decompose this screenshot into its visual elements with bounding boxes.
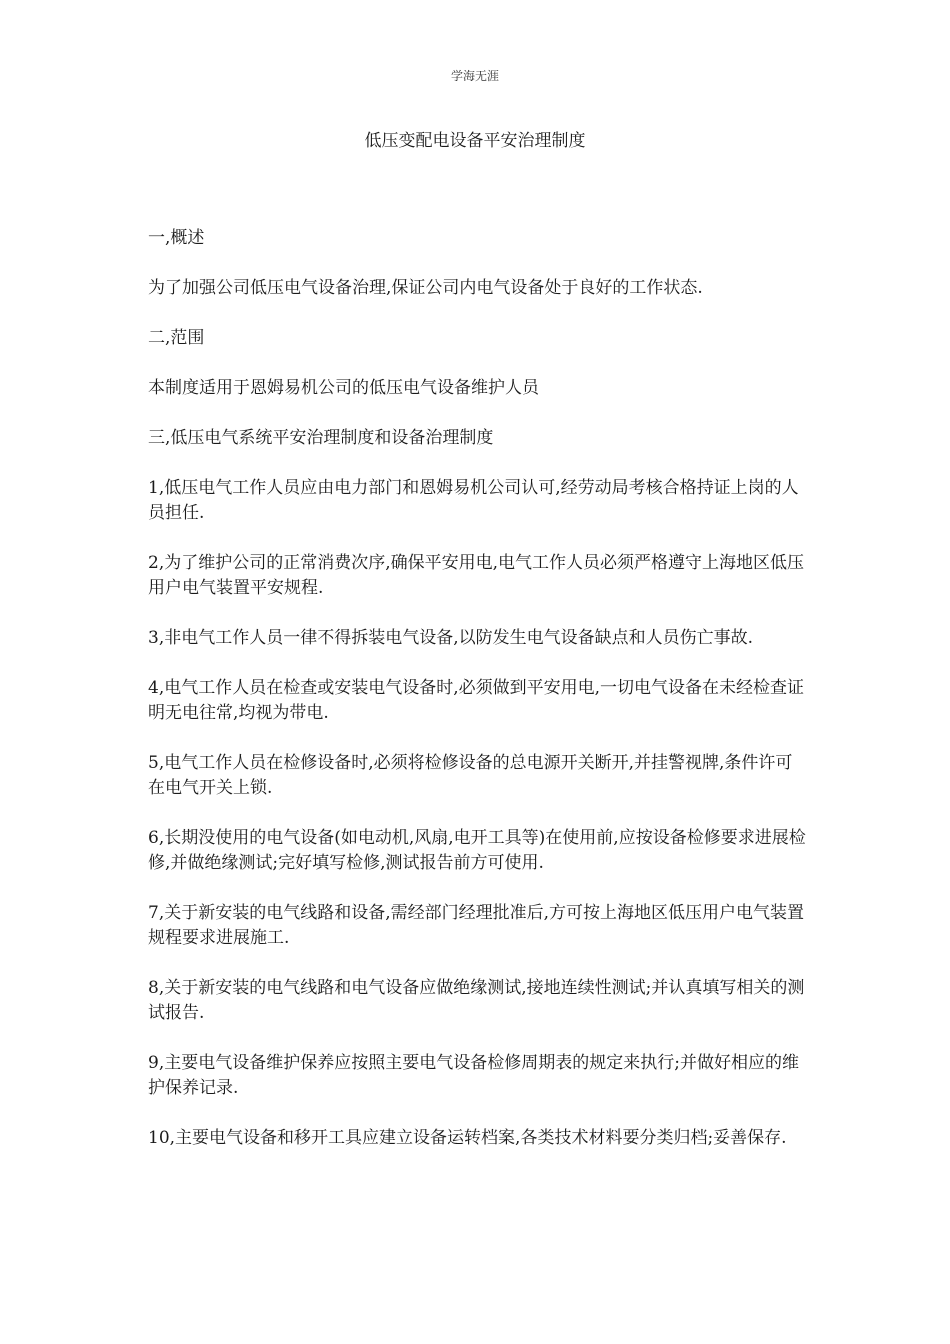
rule-item: 8,关于新安装的电气线路和电气设备应做绝缘测试,接地连续性测试;并认真填写相关的测试报告. [148,978,805,1023]
section-heading-scope: 二,范围 [148,328,205,348]
document-body [148,226,806,1176]
paragraph: 本制度适用于恩姆易机公司的低压电气设备维护人员 [148,378,539,398]
rule-item: 9,主要电气设备维护保养应按照主要电气设备检修周期表的规定来执行;并做好相应的维护保养记录. [148,1053,799,1098]
rule-item: 1,低压电气工作人员应由电力部门和恩姆易机公司认可,经劳动局考核合格持证上岗的人员担任. [148,478,799,523]
section-heading-rules: 三,低压电气系统平安治理制度和设备治理制度 [148,428,494,448]
rule-item: 3,非电气工作人员一律不得拆装电气设备,以防发生电气设备缺点和人员伤亡事故. [148,628,754,648]
rule-item: 6,长期没使用的电气设备(如电动机,风扇,电开工具等)在使用前,应按设备检修要求进展检修,并做绝缘测试;完好填写检修,测试报告前方可使用. [148,828,806,873]
rule-item: 5,电气工作人员在检修设备时,必须将检修设备的总电源开关断开,并挂警视牌,条件许可在电气开关上锁. [148,753,793,798]
rule-item: 4,电气工作人员在检查或安装电气设备时,必须做到平安用电,一切电气设备在未经检查证明无电往常,均视为带电. [148,678,805,723]
rule-item: 7,关于新安装的电气线路和设备,需经部门经理批准后,方可按上海地区低压用户电气装置规程要求进展施工. [148,903,805,948]
document-title: 低压变配电设备平安治理制度 [364,131,586,151]
rule-item: 10,主要电气设备和移开工具应建立设备运转档案,各类技术材料要分类归档;妥善保存. [148,1128,787,1148]
rule-item: 2,为了维护公司的正常消费次序,确保平安用电,电气工作人员必须严格遵守上海地区低压用户电气装置平安规程. [148,553,805,598]
paragraph: 为了加强公司低压电气设备治理,保证公司内电气设备处于良好的工作状态. [148,278,703,298]
section-heading-overview: 一,概述 [148,228,205,248]
page-header-mark: 学海无涯 [450,69,499,83]
